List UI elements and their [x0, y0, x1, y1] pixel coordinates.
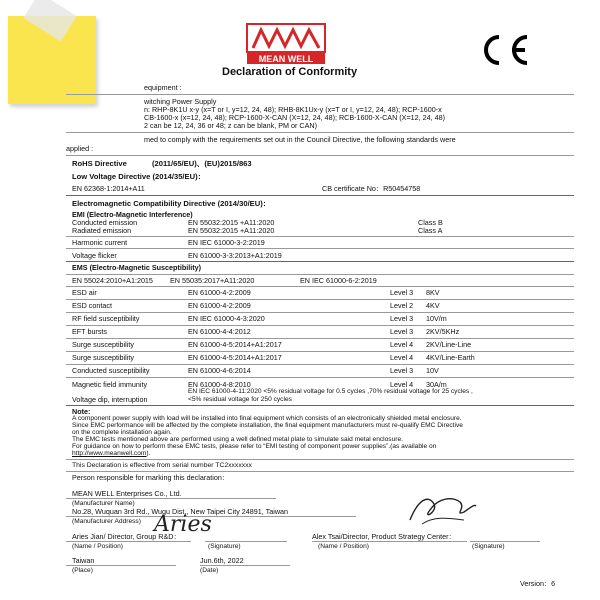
emi-row-std: EN 55032:2015 +A11:2020	[188, 226, 275, 235]
declaration-page	[60, 12, 580, 590]
divider	[66, 261, 574, 262]
emi-title: EMI (Electro-Magnetic Interference)	[72, 210, 193, 219]
ems-row-std: EN 61000-4-5:2014+A1:2017	[188, 340, 282, 349]
divider	[66, 274, 574, 275]
divider	[66, 351, 574, 352]
divider	[66, 286, 574, 287]
flicker-name: Voltage flicker	[72, 251, 117, 260]
note-link-line	[72, 450, 150, 457]
ems-row-value: 30A/m	[426, 380, 447, 389]
handwritten-signature-left	[150, 503, 220, 541]
manufacturer-address-label: (Manufacturer Address)	[72, 518, 141, 525]
applied-label: applied :	[66, 144, 94, 153]
divider	[66, 498, 276, 499]
ems-row-value: 4KV	[426, 301, 440, 310]
rohs-value: (2011/65/EU)、(EU)2015/863	[152, 159, 252, 168]
cb-certificate: CB certificate No：R50454758	[322, 184, 421, 193]
ems-row-level: Level 4	[390, 380, 414, 389]
flicker-std: EN 61000-3-3:2013+A1:2019	[188, 251, 282, 260]
ems-row-std: EN 61000-4-4:2012	[188, 327, 251, 336]
ce-mark-icon	[475, 32, 535, 68]
responsible-line: Person responsible for marking this declaration：	[72, 473, 230, 482]
manufacturer-address: No.28, Wuquan 3rd Rd., Wugu Dist., New Taipei City 24891, Taiwan	[72, 507, 289, 516]
ems-row-std: EN IEC 61000-4-3:2020	[188, 314, 265, 323]
comply-line: med to comply with the requirements set out in the Council Directive, the following standards were	[144, 135, 456, 144]
manufacturer-name: MEAN WELL Enterprises Co., Ltd.	[72, 489, 182, 498]
ems-row-value: 4KV/Line-Earth	[426, 353, 475, 362]
right-signer-label: (Name / Position)	[318, 543, 369, 550]
handwritten-signature-right	[404, 490, 478, 530]
divider	[66, 132, 574, 133]
divider	[66, 299, 574, 300]
ems-row-name: ESD air	[72, 288, 97, 297]
ems-row-level: Level 3	[390, 288, 414, 297]
manufacturer-name-label: (Manufacturer Name)	[72, 500, 135, 507]
equipment-line: n: RHP-8K1U x-y (x=T or I, y=12, 24, 48); RHB-8K1Ux-y (x=T or I, y=12, 24, 48); RCP-1600-x	[144, 105, 442, 114]
divider	[200, 565, 290, 566]
svg-text:MEAN WELL: MEAN WELL	[258, 54, 314, 64]
emi-row-std: EN 55032:2015 +A11:2020	[188, 218, 275, 227]
emc-title: Electromagnetic Compatibility Directive (2014/30/EU)：	[72, 199, 271, 208]
divider	[66, 94, 574, 95]
divider	[66, 364, 574, 365]
lvd-standard: EN 62368-1:2014+A11	[72, 184, 145, 193]
note-line: A component power supply with load will be installed into final equipment which consists of an electronically shielded metal enclosure.	[72, 415, 462, 422]
place-value: Taiwan	[72, 556, 95, 565]
divider	[66, 565, 176, 566]
equipment-line: witching Power Supply	[144, 97, 217, 106]
date-label: (Date)	[200, 567, 219, 574]
ems-row-level: Level 3	[390, 314, 414, 323]
ems-title: EMS (Electro-Magnetic Susceptibility)	[72, 263, 201, 272]
right-signer-name: Alex Tsai/Director, Product Strategy Center：	[312, 532, 456, 541]
left-signer-label: (Name / Position)	[72, 543, 123, 550]
harmonic-std: EN IEC 61000-3-2:2019	[188, 238, 265, 247]
ems-standard: EN 55024:2010+A1:2015	[72, 276, 153, 285]
emi-row-name: Radiated emission	[72, 226, 132, 235]
ems-row-level: Level 4	[390, 340, 414, 349]
divider	[205, 541, 287, 542]
ems-row-value: 10V/m	[426, 314, 447, 323]
effective-line: This Declaration is effective from serial number TC2xxxxxxx	[72, 462, 252, 469]
equipment-line: CB-1600-x (x=12, 24, 48); RCP-1600-X-CAN (X=12, 24, 48); RCB-1600-X-CAN (X=12, 24, 48)	[144, 113, 446, 122]
ems-row-std: EN 61000-4-2:2009	[188, 288, 251, 297]
ems-row-std: EN 61000-4-2:2009	[188, 301, 251, 310]
ems-row-name: Surge susceptibility	[72, 353, 134, 362]
divider	[66, 236, 574, 237]
ems-row-value: 2KV/5KHz	[426, 327, 460, 336]
meanwell-link[interactable]: http://www.meanwell.com	[72, 450, 147, 457]
ems-row-level: Level 4	[390, 353, 414, 362]
ems-row-name: Magnetic field immunity	[72, 380, 148, 389]
ems-row-level: Level 3	[390, 366, 414, 375]
svg-text:Aries: Aries	[154, 512, 212, 537]
note-line: Since EMC performance will be affected by the complete installation, the final equipment manufacturers must re-qualify EMC Directive	[72, 422, 463, 429]
right-signature-label: (Signature)	[472, 543, 505, 550]
lvd-title: Low Voltage Directive (2014/35/EU)：	[72, 172, 206, 181]
ems-row-name: Surge susceptibility	[72, 340, 134, 349]
page-title: Declaration of Conformity	[222, 66, 358, 78]
ems-row-level: Level 2	[390, 301, 414, 310]
ems-row-name: EFT bursts	[72, 327, 108, 336]
note-line: For guidance on how to perform these EMC tests, please refer to “EMI testing of component power supplies”.(as available on	[72, 443, 437, 450]
divider	[66, 541, 191, 542]
emi-row-name: Conducted emission	[72, 218, 138, 227]
divider	[66, 325, 574, 326]
ems-row-value: 8KV	[426, 288, 440, 297]
left-signature-label: (Signature)	[208, 543, 241, 550]
ems-row-name: ESD contact	[72, 301, 112, 310]
version-label: Version：6	[520, 579, 556, 588]
ems-standard: EN IEC 61000-6-2:2019	[300, 276, 377, 285]
divider	[66, 471, 574, 472]
divider	[312, 541, 467, 542]
left-signer-name: Aries Jian/ Director, Group R&D：	[72, 532, 181, 541]
note-line: The EMC tests mentioned above are performed using a well defined metal plate to simulate said metal enclosure.	[72, 436, 403, 443]
ems-row-std: EN 61000-4-8:2010	[188, 380, 251, 389]
ems-row-level: Level 3	[390, 327, 414, 336]
place-label: (Place)	[72, 567, 93, 574]
note-line: on the complete installation again.	[72, 429, 172, 436]
divider	[66, 312, 574, 313]
divider	[66, 155, 574, 156]
ems-row-name: RF field susceptibility	[72, 314, 140, 323]
divider	[66, 405, 574, 406]
ems-row-value: 2KV/Line-Line	[426, 340, 472, 349]
emi-row-class: Class B	[418, 218, 443, 227]
divider	[66, 248, 574, 249]
date-value: Jun.6th, 2022	[200, 556, 244, 565]
equipment-label: equipment :	[144, 83, 182, 92]
divider	[66, 377, 574, 378]
mean-well-logo	[245, 22, 327, 66]
divider	[66, 195, 574, 196]
ems-row-std: EN 61000-4-5:2014+A1:2017	[188, 353, 282, 362]
divider	[470, 541, 540, 542]
dip-line2: <5% residual voltage for 250 cycles	[188, 396, 292, 403]
ems-standard: EN 55035:2017+A11:2020	[170, 276, 255, 285]
harmonic-name: Harmonic current	[72, 238, 128, 247]
link-tail: ).	[146, 450, 151, 457]
ems-row-std: EN 61000-4-6:2014	[188, 366, 251, 375]
equipment-line: 2 can be 12, 24, 36 or 48; z can be blank, PM or CAN)	[144, 121, 317, 130]
rohs-label: RoHS Directive	[72, 159, 127, 168]
divider	[66, 459, 574, 460]
ems-row-name: Conducted susceptibility	[72, 366, 150, 375]
dip-standard: EN IEC 61000-4-11:2020 <5% residual voltage for 0.5 cycles ,70% residual voltage for 25 cycles ,	[188, 388, 473, 395]
dip-name: Voltage dip, interruption	[72, 395, 148, 404]
divider	[66, 338, 574, 339]
emi-row-class: Class A	[418, 226, 443, 235]
ems-row-value: 10V	[426, 366, 439, 375]
note-label: Note:	[72, 407, 91, 416]
